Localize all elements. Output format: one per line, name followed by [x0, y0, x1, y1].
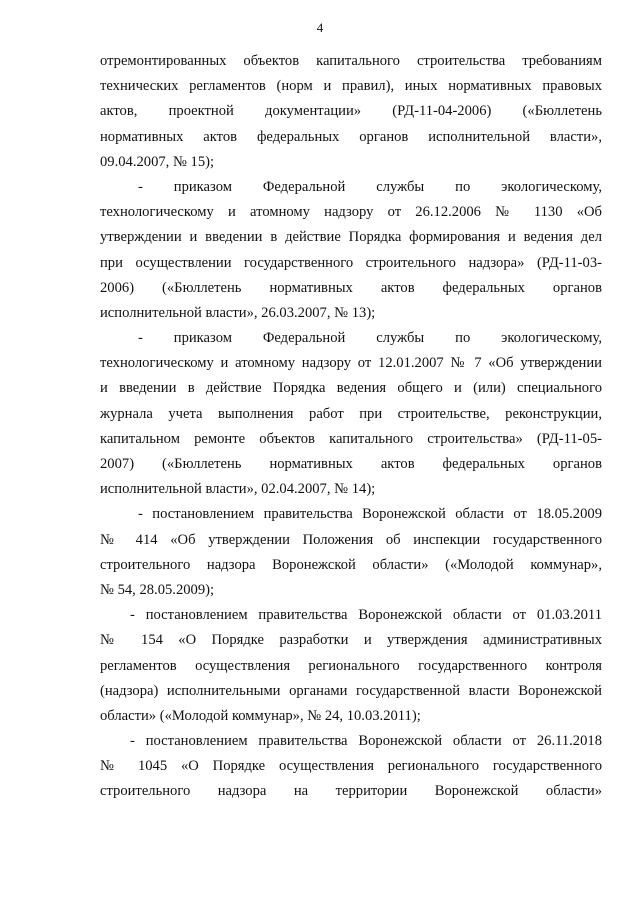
text-line: и введении в действие Порядка ведения общего и (или) специального [100, 380, 602, 397]
text-line: технологическому и атомному надзору от 12.01.2007 № 7 «Об утверждении [100, 355, 602, 372]
text-line: 2006) («Бюллетень нормативных актов федеральных органов [100, 279, 602, 296]
text-line: № 1045 «О Порядке осуществления регионального государственного [100, 758, 602, 775]
text-line: 09.04.2007, № 15); [100, 153, 215, 170]
text-line: отремонтированных объектов капитального строительства требованиям [100, 53, 602, 69]
document-body [100, 49, 602, 805]
text-line: технологическому и атомному надзору от 26.12.2006 № 1130 «Об [100, 204, 602, 221]
page-number: 4 [316, 20, 324, 35]
text-line: строительного надзора Воронежской области» («Молодой коммунар», [100, 556, 602, 573]
text-line: № 414 «Об утверждении Положения об инспекции государственного [100, 531, 602, 548]
text-line: - постановлением правительства Воронежской области от 18.05.2009 [138, 506, 602, 523]
text-line: № 154 «О Порядке разработки и утверждения административных [100, 632, 602, 649]
text-line: 2007) («Бюллетень нормативных актов федеральных органов [100, 456, 602, 472]
text-line: утверждении и введении в действие Порядка формирования и ведения дел [100, 229, 602, 246]
text-line: (надзора) исполнительными органами государственной власти Воронежской [100, 682, 602, 699]
text-line: - приказом Федеральной службы по экологическому, [138, 178, 602, 195]
text-line: строительного надзора на территории Воронежской области» [100, 783, 602, 800]
text-line: нормативных актов федеральных органов исполнительной власти», [100, 128, 602, 145]
text-line: актов, проектной документации» (РД-11-04-2006) («Бюллетень [100, 103, 602, 120]
text-line: № 54, 28.05.2009); [100, 581, 215, 598]
text-line: при осуществлении государственного строительного надзора» (РД-11-03- [100, 254, 602, 271]
text-line: области» («Молодой коммунар», № 24, 10.03.2011); [100, 707, 421, 724]
text-line: исполнительной власти», 26.03.2007, № 13); [100, 304, 376, 321]
text-line: исполнительной власти», 02.04.2007, № 14); [100, 481, 376, 498]
text-line: - приказом Федеральной службы по экологическому, [138, 330, 602, 347]
text-line: капитальном ремонте объектов капитального строительства» (РД-11-05- [100, 430, 602, 447]
text-line: - постановлением правительства Воронежской области от 01.03.2011 [130, 607, 602, 624]
text-line: технических регламентов (норм и правил), иных нормативных правовых [100, 78, 602, 95]
text-line: журнала учета выполнения работ при строительстве, реконструкции, [100, 405, 602, 422]
text-line: - постановлением правительства Воронежской области от 26.11.2018 [130, 733, 602, 750]
text-line: регламентов осуществления регионального государственного контроля [100, 657, 602, 674]
